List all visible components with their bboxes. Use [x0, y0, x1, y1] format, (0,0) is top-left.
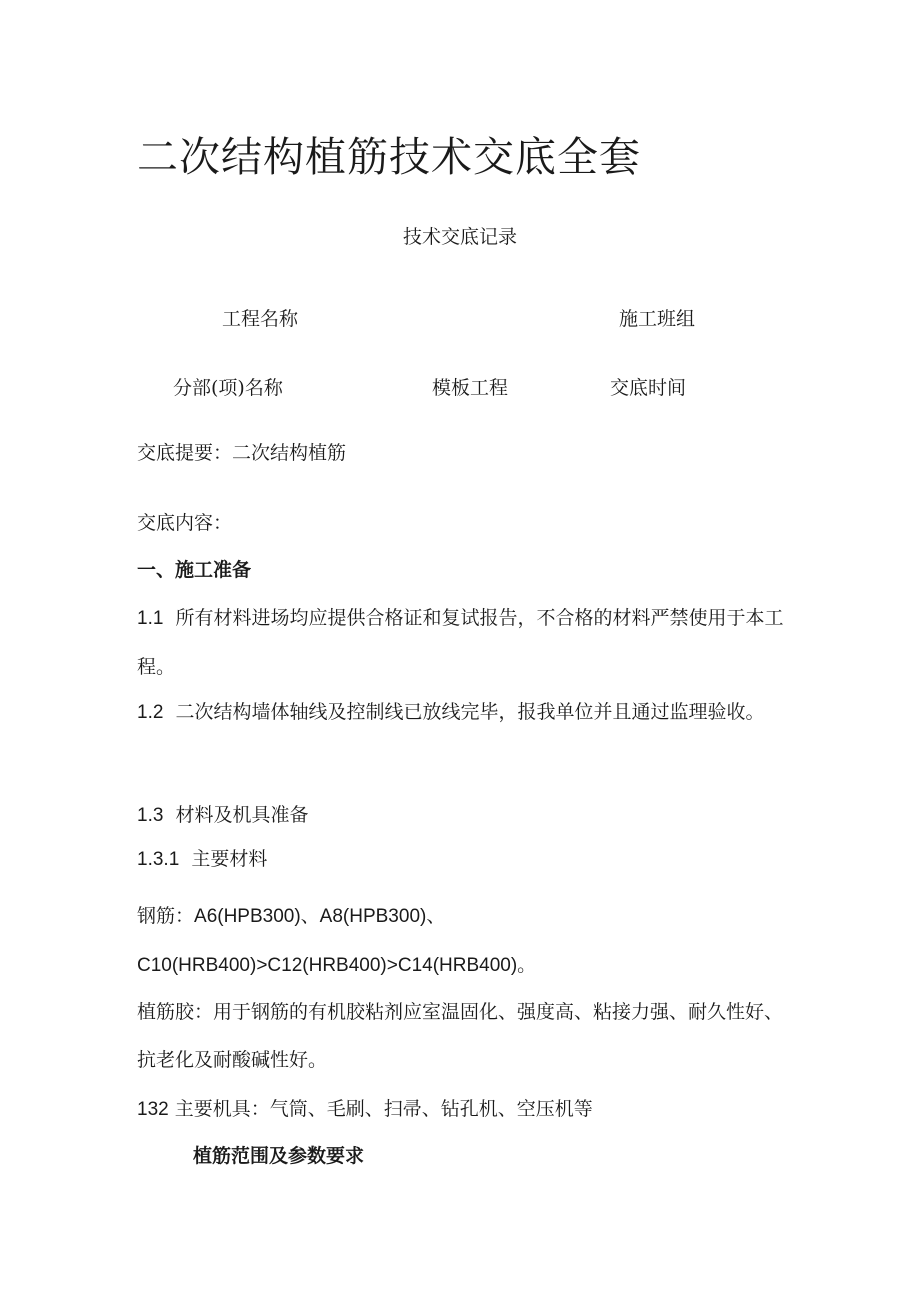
- item-1-3-2-number: 132: [137, 1099, 169, 1120]
- team-label: 施工班组: [619, 308, 696, 330]
- item-1-3: [137, 800, 309, 827]
- division-label: 分部(项)名称: [173, 377, 283, 399]
- rebar-text: A6(HPB300)、A8(HPB300)、C10(HRB400)>C12(HRB400)>C14(HRB400)。: [137, 906, 537, 976]
- summary: 交底提要：二次结构植筋: [137, 442, 347, 464]
- content-label: 交底内容：: [137, 512, 233, 534]
- project-name-label: 工程名称: [222, 308, 299, 330]
- item-1-2: [137, 688, 787, 737]
- item-1-3-2: [137, 1094, 593, 1121]
- item-1-3-text: 材料及机具准备: [175, 804, 309, 826]
- item-1-2-number: 1.2: [137, 702, 164, 723]
- glue-paragraph: 植筋胶：用于钢筋的有机胶粘剂应室温固化、强度高、粘接力强、耐久性好、抗老化及耐酸碱性好。: [137, 1001, 784, 1071]
- item-1-1-number: 1.1: [137, 608, 164, 629]
- rebar-paragraph: [137, 892, 757, 990]
- item-1-3-1-text: 主要材料: [191, 848, 268, 870]
- item-1-3-2-text: 主要机具：气筒、毛刷、扫帚、钻孔机、空压机等: [174, 1098, 593, 1120]
- division-value: 模板工程: [432, 377, 509, 399]
- item-1-3-1-number: 1.3.1: [137, 849, 180, 870]
- time-label: 交底时间: [610, 377, 687, 399]
- item-1-2-text: 二次结构墙体轴线及控制线已放线完毕，报我单位并且通过监理验收。: [175, 701, 765, 723]
- section1-heading: 一、施工准备: [137, 559, 252, 581]
- section2-heading: 植筋范围及参数要求: [193, 1145, 365, 1167]
- rebar-label: 钢筋：: [137, 905, 195, 927]
- document-title: 二次结构植筋技术交底全套: [137, 133, 641, 181]
- record-title: 技术交底记录: [402, 226, 517, 248]
- item-1-1-text: 所有材料进场均应提供合格证和复试报告，不合格的材料严禁使用于本工程。: [137, 607, 784, 678]
- item-1-1: [137, 594, 787, 691]
- item-1-3-1: [137, 844, 267, 871]
- item-1-3-number: 1.3: [137, 805, 164, 826]
